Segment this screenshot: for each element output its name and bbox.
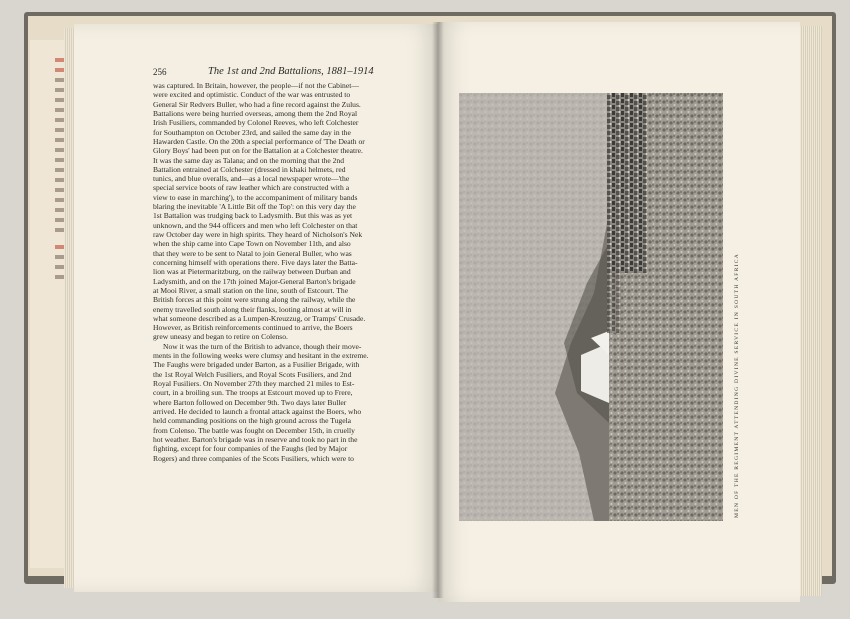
chapter-title: The 1st and 2nd Battalions, 1881–1914 (208, 66, 374, 77)
photograph (459, 93, 723, 521)
text-line: view to ease in marching'), to the accompaniment of military bands (153, 192, 358, 202)
text-line: However, as British reinforcements continued to arrive, the Boers (153, 323, 353, 333)
text-line: It was the same day as Talana; and on the morning that the 2nd (153, 155, 345, 165)
text-line: tunics, and blue overalls, and—as a local newspaper wrote—'the (153, 174, 350, 184)
text-line: The Faughs were brigaded under Barton, as a Fusilier Brigade, with (153, 360, 360, 370)
text-line: was captured. In Britain, however, the people—if not the Cabinet— (153, 81, 359, 90)
text-line: held commanding positions on the high ground across the Tugela (153, 416, 352, 426)
text-line: enemy travelled south along their flanks, looting almost at will in (153, 304, 352, 314)
text-line: concerning himself with operations there. Five days later the Batta- (153, 257, 358, 267)
page-number: 256 (153, 67, 167, 77)
text-line: court, in a broiling sun. The troops at Estcourt moved up to Frere, (153, 388, 353, 398)
text-line: Battalion entrained at Colchester (dressed in khaki helmets, red (153, 164, 346, 174)
text-line: what someone described as a Lumpen-Kreuzzug, or Tramps' Crusade. (153, 313, 366, 323)
text-line: when the ship came into Cape Town on November 11th, and also (153, 239, 351, 249)
text-line: that they were to be sent to Natal to join General Buller, who was (153, 248, 352, 258)
text-line: where Barton followed on December 9th. Two days later Buller (153, 397, 347, 407)
running-head (153, 66, 408, 80)
text-line: for Southampton on October 23rd, and sailed the same day in the (153, 127, 351, 137)
text-line: fighting, except for four companies of the Faughs (led by Major (153, 444, 348, 454)
text-line: special service boots of raw leather which are constructed with a (153, 183, 350, 193)
text-line: Now it was the turn of the British to advance, though their move- (163, 341, 362, 351)
text-line: Royal Fusiliers. On November 27th they marched 21 miles to Est- (153, 379, 355, 388)
text-line: lion was at Pietermaritzburg, on the railway between Durban and (153, 267, 351, 277)
text-line: from Colenso. The battle was fought on December 15th, in cruelly (153, 425, 355, 435)
photograph-image (459, 93, 723, 521)
photo-caption: MEN OF THE REGIMENT ATTENDING DIVINE SERVICE IN SOUTH AFRICA (734, 253, 740, 518)
text-line: arrived. He decided to launch a frontal attack against the Boers, who (153, 406, 362, 416)
text-line: British forces at this point were strung along the railway, while the (153, 295, 356, 305)
text-line: at Mooi River, a small station on the line, south of Estcourt. The (153, 285, 349, 295)
text-line: were excited and optimistic. Conduct of the war was entrusted to (153, 90, 351, 100)
text-line: Hawarden Castle. On the 20th a special performance of 'The Death or (153, 136, 365, 146)
text-line: General Sir Redvers Buller, who had a fine record against the Zulus. (153, 99, 361, 109)
text-line: Rogers) and three companies of the Scots Fusiliers, which were to (153, 453, 354, 463)
text-line: Irish Fusiliers, commanded by Colonel Reeves, who left Colchester (153, 118, 359, 128)
text-line: Battalions were being hurried overseas, among them the 2nd Royal (153, 108, 358, 118)
text-line: the 1st Royal Welch Fusiliers, and Royal Scots Fusiliers, and 2nd (153, 369, 352, 379)
text-line: hot weather. Barton's brigade was in reserve and took no part in the (153, 434, 358, 444)
body-text (153, 81, 408, 463)
text-line: Ladysmith, and on the 17th joined Major-General Barton's brigade (153, 276, 356, 286)
text-line: 1st Battalion was trudging back to Ladysmith. But this was as yet (153, 211, 353, 221)
book-gutter (432, 22, 444, 598)
text-line: ments in the following weeks were clumsy and hesitant in the extreme. (153, 351, 369, 361)
text-line: grew uneasy and began to retire on Colenso. (153, 332, 288, 342)
text-line: unknown, and the 944 officers and men who left Colchester on that (153, 220, 358, 230)
text-line: blaring the inevitable 'A Little Bit off the Top': on this very day the (153, 202, 356, 212)
text-line: raw October day were in high spirits. They heard of Nicholson's Nek (153, 230, 363, 239)
text-line: Glory Boys' had been put on for the Battalion at a Colchester theatre. (153, 146, 363, 156)
